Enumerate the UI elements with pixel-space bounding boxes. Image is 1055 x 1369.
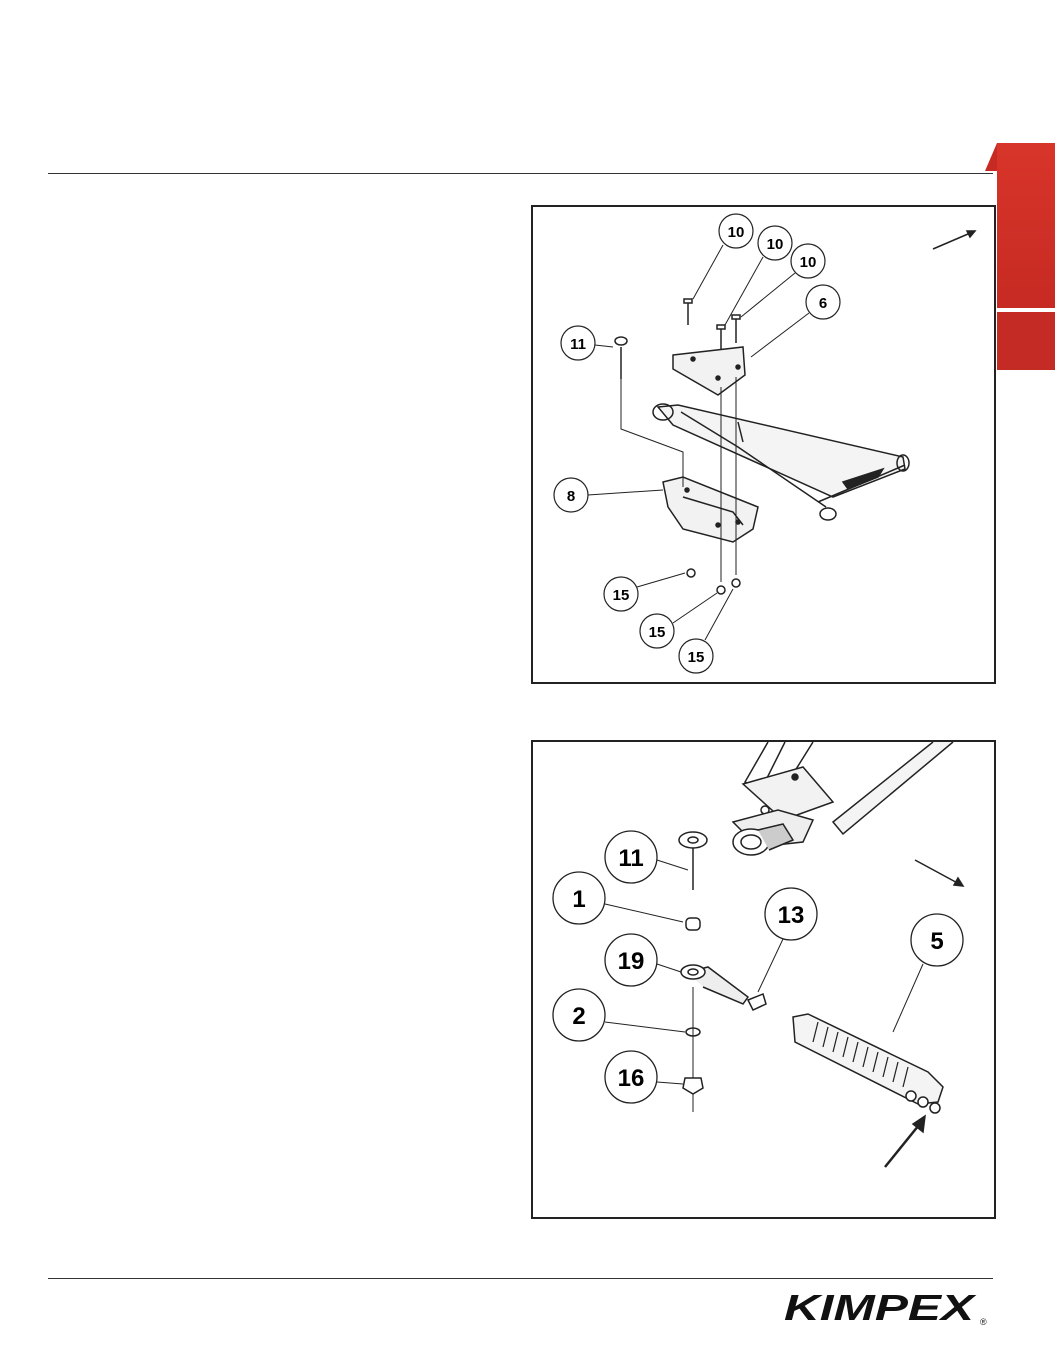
assembly-drawing-1	[533, 207, 994, 682]
callout-pin	[605, 831, 688, 883]
callout-label: 13	[777, 902, 805, 929]
callout-label: 1	[572, 886, 586, 913]
callout-label: 16	[617, 1065, 645, 1092]
kimpex-logo	[782, 1287, 992, 1329]
callout-label: 11	[570, 336, 586, 353]
callout-shock	[893, 914, 963, 1032]
callout-label: 19	[617, 948, 645, 975]
callout-nut-c	[679, 589, 733, 673]
assembly-drawing-2	[533, 742, 994, 1217]
callout-label: 6	[818, 295, 828, 312]
callout-label: 8	[566, 488, 576, 505]
callout-label: 15	[687, 649, 705, 666]
callout-label: 15	[612, 587, 630, 604]
callout-washer	[553, 989, 685, 1041]
arm-mount	[743, 767, 833, 820]
callout-long-bolt	[561, 326, 613, 360]
callout-label: 10	[799, 254, 817, 271]
callout-label: 5	[930, 928, 944, 955]
shock-body	[793, 1014, 943, 1104]
assembly-figure-1	[531, 205, 996, 684]
lower-bracket	[663, 477, 758, 542]
callout-label: 2	[572, 1003, 586, 1030]
bushing	[686, 918, 700, 930]
arm-tube	[833, 742, 953, 834]
footer-rule	[48, 1278, 993, 1279]
callout-label: 15	[648, 624, 666, 641]
section-tab-notch	[985, 143, 997, 171]
callout-lock-nut	[605, 1051, 683, 1103]
callout-jam-nut	[758, 888, 817, 992]
callout-label: 11	[618, 845, 644, 872]
jam-nut	[748, 994, 766, 1010]
callout-label: 10	[766, 236, 784, 253]
eyelet	[679, 832, 707, 848]
registered-mark: ®	[980, 1317, 987, 1327]
callout-bracket	[554, 478, 663, 512]
callout-plate	[751, 285, 840, 357]
header-rule	[48, 173, 993, 174]
assembly-figure-2	[531, 740, 996, 1219]
callout-bolt-a	[693, 214, 753, 299]
section-tab-secondary[interactable]	[997, 312, 1055, 370]
callout-rod-end	[605, 934, 681, 986]
upper-plate	[673, 347, 745, 395]
nut	[687, 569, 695, 577]
lock-nut	[683, 1078, 703, 1094]
callout-label: 10	[727, 224, 745, 241]
logo-text: KIMPEX	[784, 1287, 977, 1328]
section-tab-primary[interactable]	[997, 143, 1055, 308]
callout-nut-a	[604, 573, 685, 611]
